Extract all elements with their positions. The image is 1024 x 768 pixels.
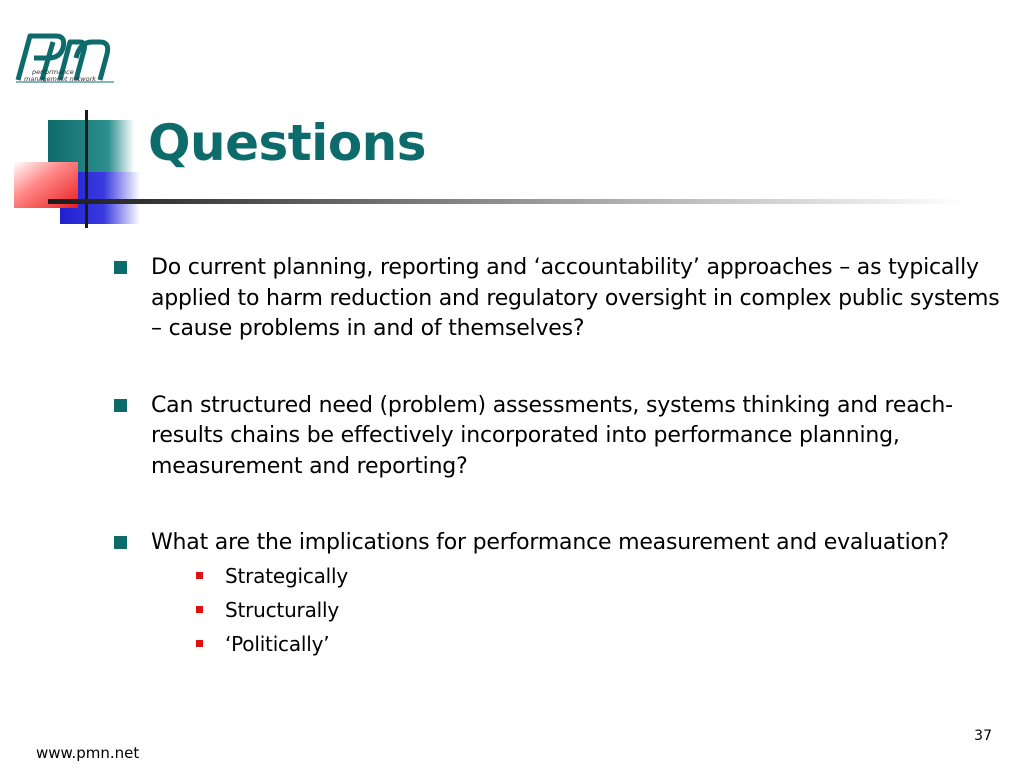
- slide-number: 37: [974, 728, 992, 744]
- square-bullet-icon: [114, 536, 127, 549]
- bullet-item: [114, 391, 1004, 483]
- logo-tagline-2: management network: [24, 75, 97, 83]
- bullet-list: [114, 253, 1004, 665]
- red-square-bullet-icon: [196, 606, 203, 613]
- red-square-bullet-icon: [196, 640, 203, 647]
- vertical-rule: [85, 110, 88, 228]
- sub-bullet-list: [196, 563, 949, 665]
- square-bullet-icon: [114, 399, 127, 412]
- red-square-bullet-icon: [196, 572, 203, 579]
- sub-bullet-text: Structurally: [225, 597, 339, 622]
- pmn-logo: [14, 28, 120, 88]
- bullet-text: What are the implications for performance measurement and evaluation?: [151, 530, 949, 555]
- sub-bullet-text: Strategically: [225, 563, 349, 588]
- logo-mark: [14, 28, 120, 88]
- square-bullet-icon: [114, 261, 127, 274]
- slide-title: Questions: [148, 114, 427, 172]
- title-underline: [48, 199, 968, 204]
- title-decoration: [0, 108, 150, 232]
- sub-bullet-item: [196, 631, 949, 665]
- logo-tagline-1: performance: [32, 68, 74, 76]
- bullet-text: Do current planning, reporting and ‘accountability’ approaches – as typically applied to harm reduction and regulatory oversight in complex public systems – cause problems in and of themselves?: [151, 255, 1000, 341]
- bullet-item: [114, 253, 1004, 345]
- sub-bullet-text: ‘Politically’: [225, 631, 330, 656]
- sub-bullet-item: [196, 563, 949, 597]
- sub-bullet-item: [196, 597, 949, 631]
- bullet-text: Can structured need (problem) assessments, systems thinking and reach-results chains be effectively incorporated into performance planning, measurement and reporting?: [151, 392, 953, 479]
- footer-url: www.pmn.net: [36, 744, 140, 762]
- bullet-item: [114, 528, 1004, 665]
